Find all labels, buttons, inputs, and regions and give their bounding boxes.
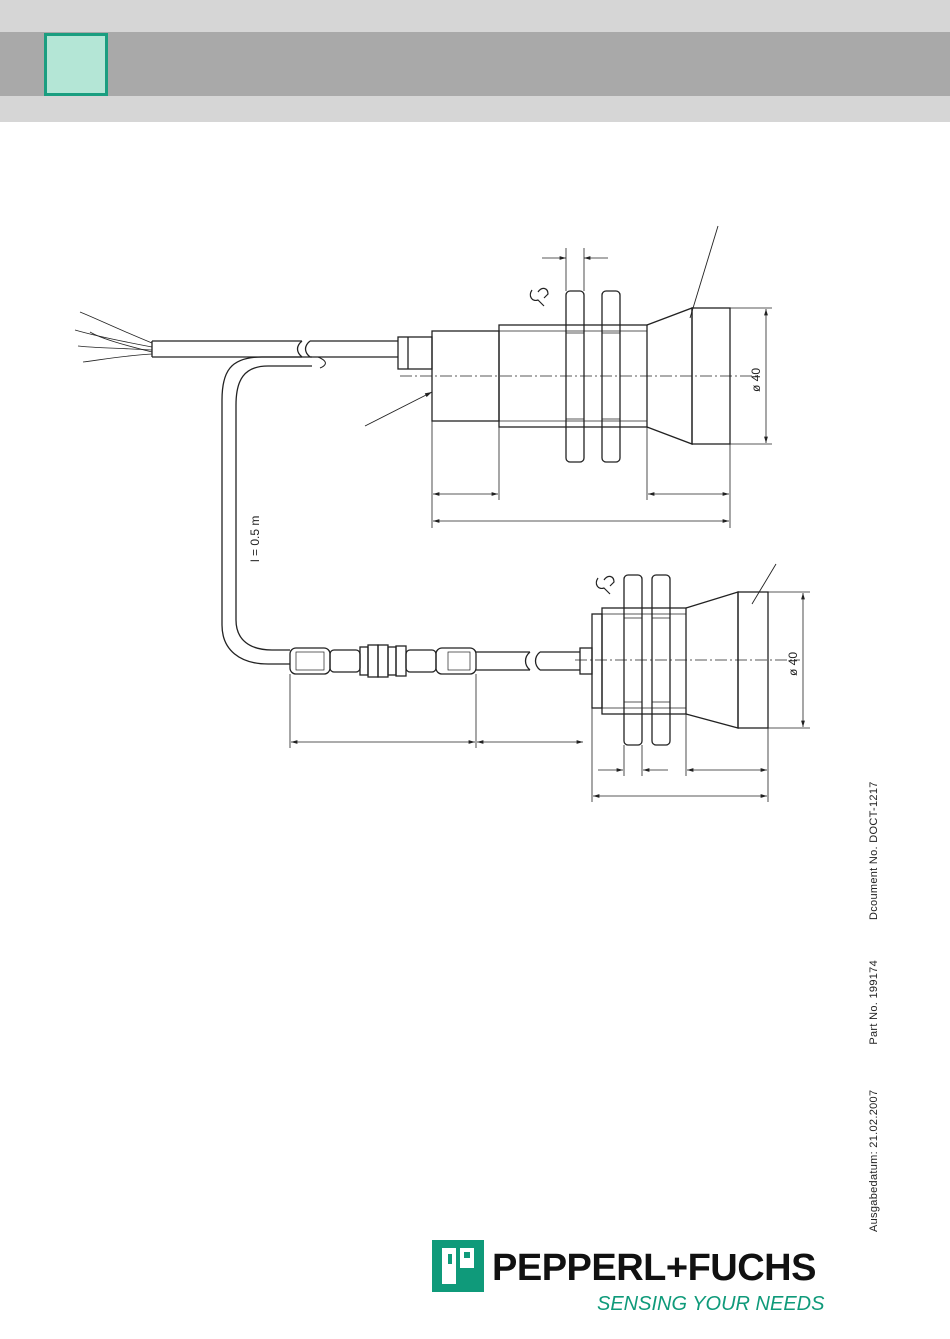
upper-sensor — [75, 226, 772, 528]
wrench-icon — [596, 576, 614, 594]
m12-connector — [290, 645, 583, 748]
cable-length-label: l = 0.5 m — [248, 515, 262, 562]
part-number: Part No. 199174 — [868, 960, 880, 1045]
diameter-label-lower: ø 40 — [786, 651, 800, 676]
issue-date: Ausgabedatum: 21.02.2007 — [868, 1089, 880, 1232]
company-logo — [432, 1240, 852, 1320]
logo-tagline: SENSING YOUR NEEDS — [597, 1293, 825, 1315]
extension-cable — [222, 357, 312, 664]
logo-mark-icon — [432, 1240, 484, 1292]
document-number: Dcoument No. DOCT-1217 — [868, 781, 880, 920]
lower-sensor — [575, 564, 810, 802]
logo-name: PEPPERL+FUCHS — [492, 1247, 816, 1289]
diameter-label-upper: ø 40 — [749, 367, 763, 392]
wrench-icon — [530, 288, 548, 306]
document-meta — [868, 781, 880, 1232]
